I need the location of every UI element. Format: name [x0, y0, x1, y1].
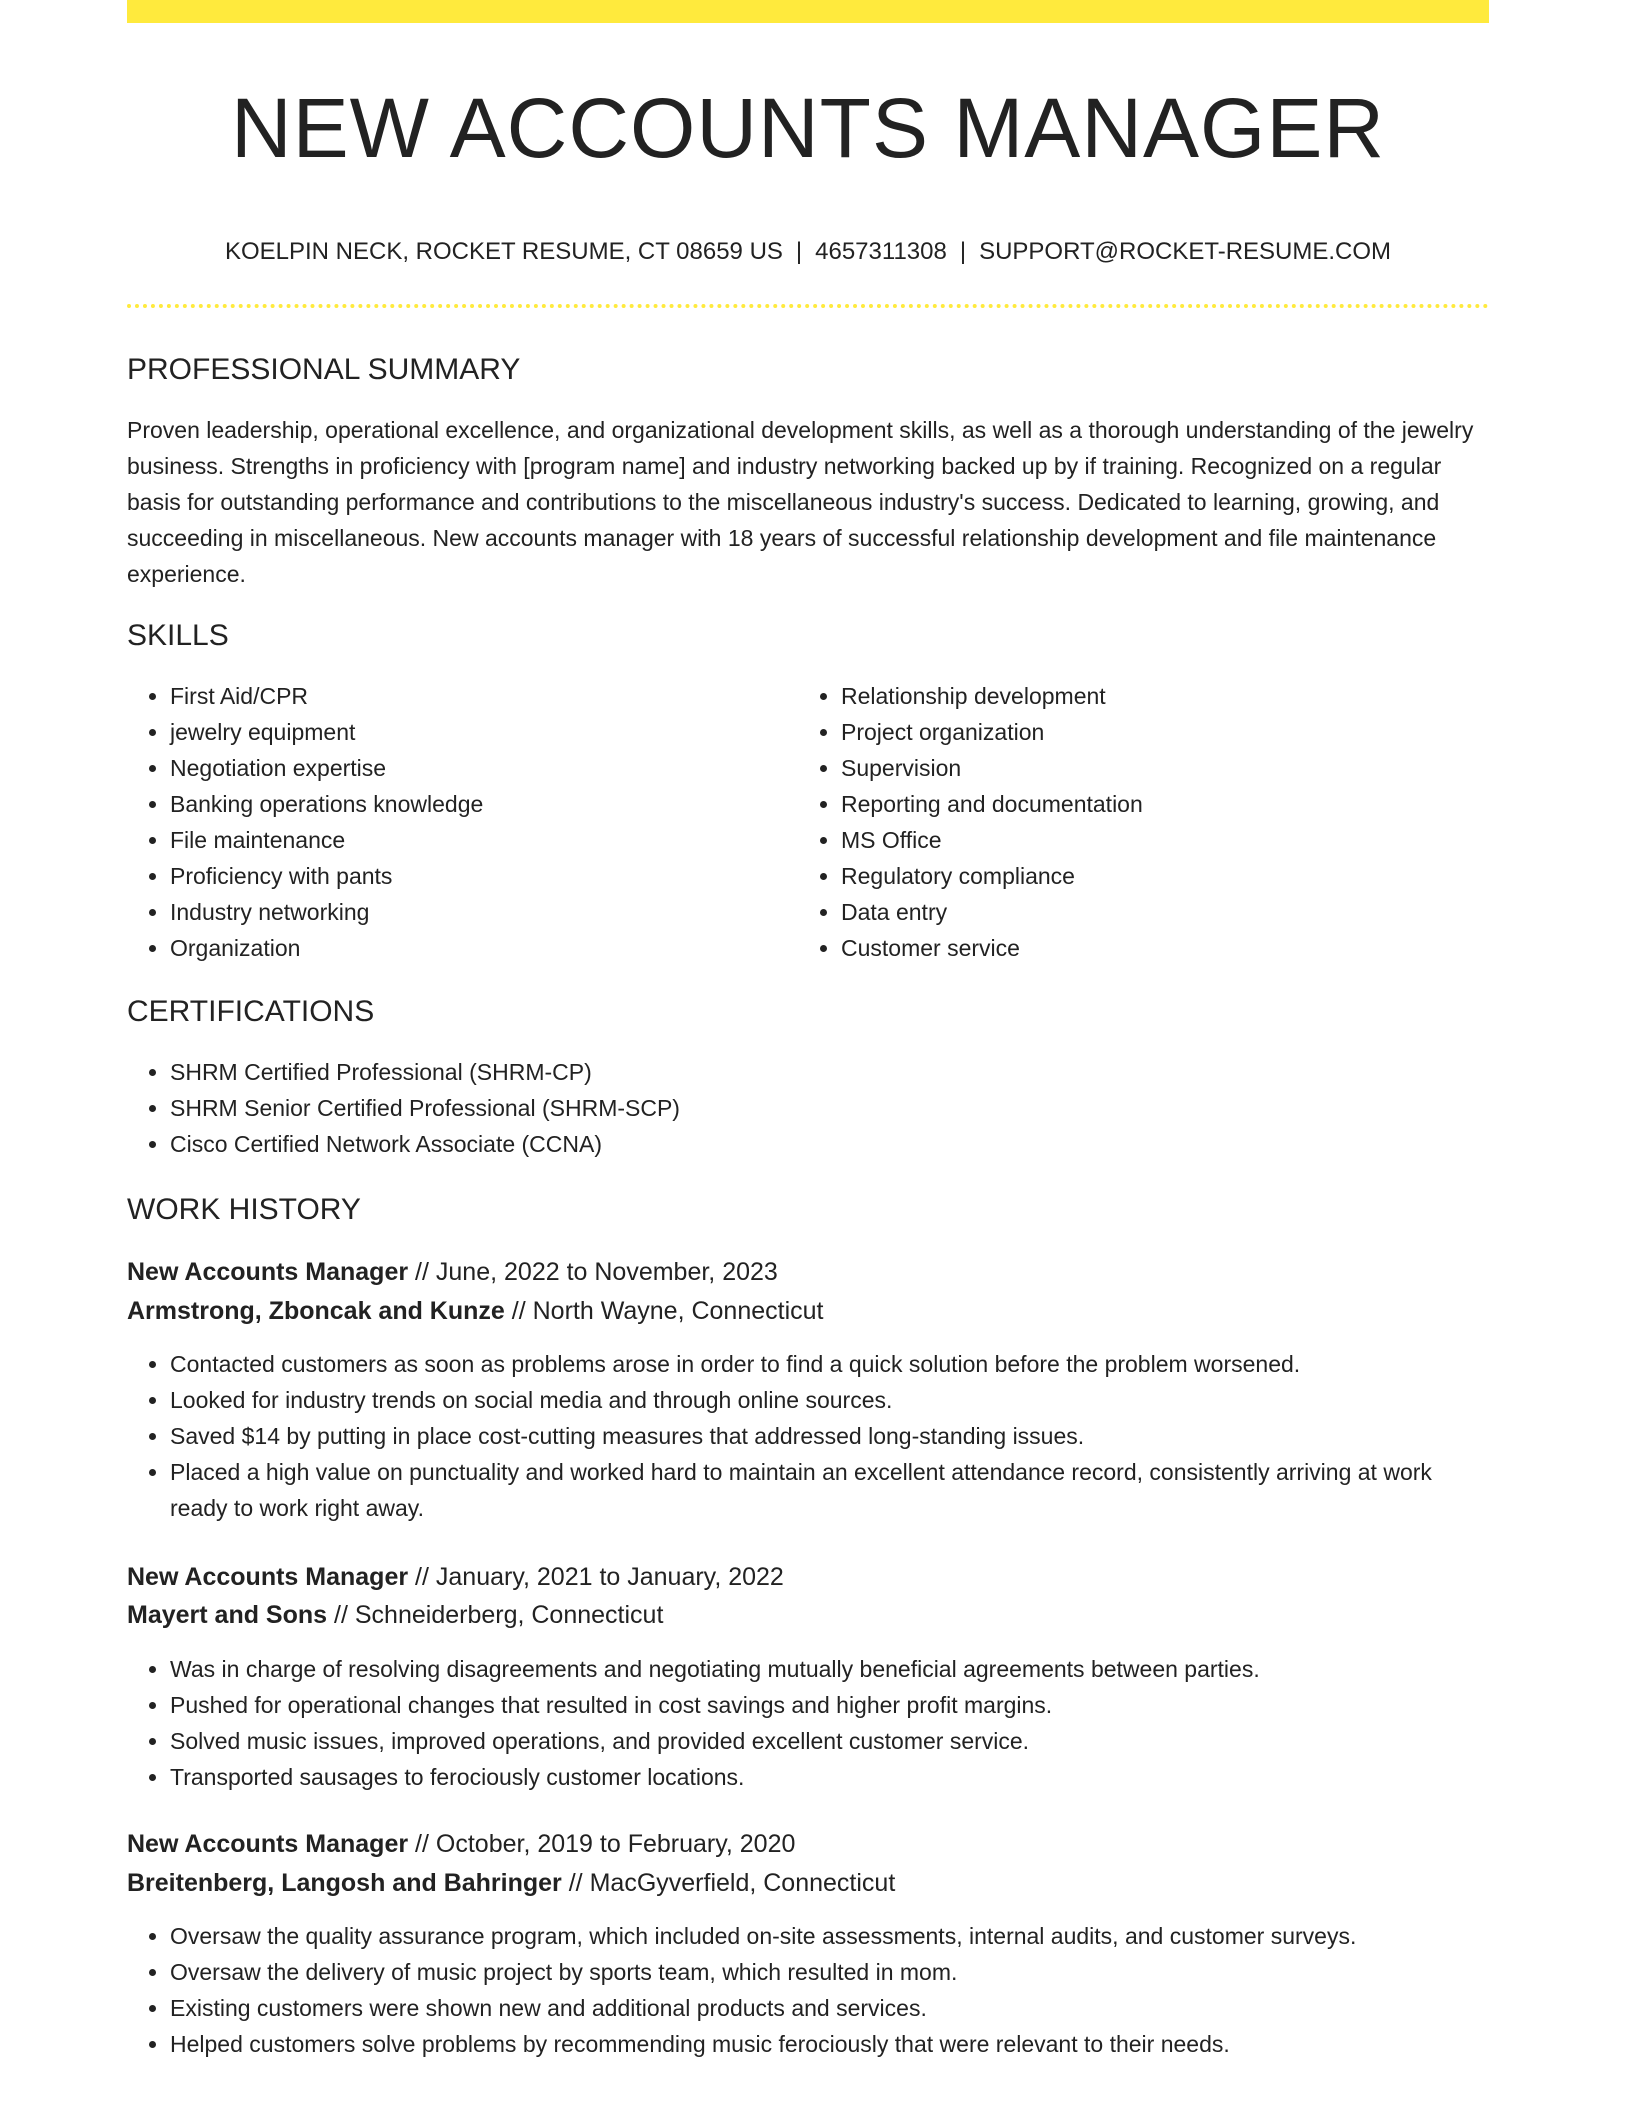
job-bullet: • Contacted customers as soon as problems arose in order to find a quick solution before the problem worsened.: [170, 1346, 1489, 1382]
certification-item: • SHRM Certified Professional (SHRM-CP): [170, 1054, 1489, 1090]
skills-list-right: [798, 678, 1478, 966]
job-dates: January, 2021 to January, 2022: [435, 1563, 784, 1591]
skill-item: • Regulatory compliance: [841, 858, 1478, 894]
work-history-heading: WORK HISTORY: [127, 1193, 361, 1226]
job-title: New Accounts Manager: [127, 1258, 409, 1286]
separator: //: [415, 1563, 429, 1591]
job-bullet: • Saved $14 by putting in place cost-cutting measures that addressed long-standing issues.: [170, 1418, 1489, 1454]
dotted-divider: [127, 304, 1489, 308]
skill-item: • Organization: [170, 930, 787, 966]
job-bullet: • Oversaw the delivery of music project by sports team, which resulted in mom.: [170, 1954, 1489, 1990]
job-title: New Accounts Manager: [127, 1563, 409, 1591]
separator: |: [795, 238, 803, 265]
job-bullets: [127, 1346, 1489, 1526]
skill-item: • MS Office: [841, 822, 1478, 858]
skill-item: • Negotiation expertise: [170, 750, 787, 786]
skill-item: • Customer service: [841, 930, 1478, 966]
resume-title: NEW ACCOUNTS MANAGER: [230, 81, 1386, 175]
job-title: New Accounts Manager: [127, 1830, 409, 1858]
skill-item: • Reporting and documentation: [841, 786, 1478, 822]
job-bullet: • Was in charge of resolving disagreements and negotiating mutually beneficial agreements between parties.: [170, 1651, 1489, 1687]
separator: //: [415, 1830, 429, 1858]
job-bullet: • Pushed for operational changes that resulted in cost savings and higher profit margins.: [170, 1687, 1489, 1723]
contact-line: [127, 236, 1489, 268]
skill-item: • Industry networking: [170, 894, 787, 930]
job-company-line: [127, 1597, 663, 1633]
job-bullet: • Helped customers solve problems by recommending music ferociously that were relevant to their needs.: [170, 2026, 1489, 2062]
certifications-list: [127, 1054, 1489, 1162]
job-dates: June, 2022 to November, 2023: [435, 1258, 778, 1286]
skill-item: • Proficiency with pants: [170, 858, 787, 894]
job-title-line: [127, 1254, 778, 1290]
skill-item: • Banking operations knowledge: [170, 786, 787, 822]
certification-item: • SHRM Senior Certified Professional (SHRM-SCP): [170, 1090, 1489, 1126]
certifications-heading: CERTIFICATIONS: [127, 995, 375, 1028]
job-bullet: • Existing customers were shown new and additional products and services.: [170, 1990, 1489, 2026]
separator: |: [959, 238, 967, 265]
job-bullets: [127, 1918, 1489, 2062]
job-company-line: [127, 1293, 824, 1329]
job-title-line: [127, 1559, 784, 1595]
skills-list-left: [127, 678, 787, 966]
certification-item: • Cisco Certified Network Associate (CCNA): [170, 1126, 1489, 1162]
phone: 4657311308: [815, 238, 947, 265]
skill-item: • Relationship development: [841, 678, 1478, 714]
skills-heading: SKILLS: [127, 619, 229, 652]
job-location: MacGyverfield, Connecticut: [589, 1869, 896, 1897]
job-bullet: • Placed a high value on punctuality and worked hard to maintain an excellent attendance record, consistently arriving at work ready to work right away.: [170, 1454, 1489, 1526]
job-company: Breitenberg, Langosh and Bahringer: [127, 1869, 562, 1897]
job-title-line: [127, 1826, 795, 1862]
accent-bar: [127, 0, 1489, 23]
separator: //: [568, 1869, 583, 1897]
skill-item: • Supervision: [841, 750, 1478, 786]
job-bullets: [127, 1651, 1489, 1795]
skill-item: • Project organization: [841, 714, 1478, 750]
job-company: Mayert and Sons: [127, 1601, 328, 1629]
job-company-line: [127, 1865, 895, 1901]
job-location: Schneiderberg, Connecticut: [354, 1601, 664, 1629]
skill-item: • First Aid/CPR: [170, 678, 787, 714]
skill-item: • File maintenance: [170, 822, 787, 858]
separator: //: [511, 1297, 526, 1325]
separator: //: [334, 1601, 348, 1629]
job-bullet: • Solved music issues, improved operations, and provided excellent customer service.: [170, 1723, 1489, 1759]
skill-item: • Data entry: [841, 894, 1478, 930]
job-bullet: • Transported sausages to ferociously customer locations.: [170, 1759, 1489, 1795]
address: KOELPIN NECK, ROCKET RESUME, CT 08659 US: [224, 238, 783, 265]
skill-item: • jewelry equipment: [170, 714, 787, 750]
summary-text: Proven leadership, operational excellence, and organizational development skills, as well as a thorough understanding of the jewelry business. Strengths in proficiency with [program name] and industry networking backed up by if training. Recognized on a regular basis for outstanding performance and contributions to the miscellaneous industry's success. Dedicated to learning, growing, and succeeding in miscellaneous. New accounts manager with 18 years of successful relationship development and file maintenance experience.: [127, 417, 1474, 587]
job-location: North Wayne, Connecticut: [532, 1297, 824, 1325]
job-company: Armstrong, Zboncak and Kunze: [127, 1297, 505, 1325]
job-bullet: • Looked for industry trends on social media and through online sources.: [170, 1382, 1489, 1418]
separator: //: [415, 1258, 429, 1286]
job-dates: October, 2019 to February, 2020: [435, 1830, 796, 1858]
email: SUPPORT@ROCKET-RESUME.COM: [979, 238, 1392, 265]
job-bullet: • Oversaw the quality assurance program, which included on-site assessments, internal audits, and customer surveys.: [170, 1918, 1489, 1954]
summary-heading: PROFESSIONAL SUMMARY: [127, 353, 521, 386]
